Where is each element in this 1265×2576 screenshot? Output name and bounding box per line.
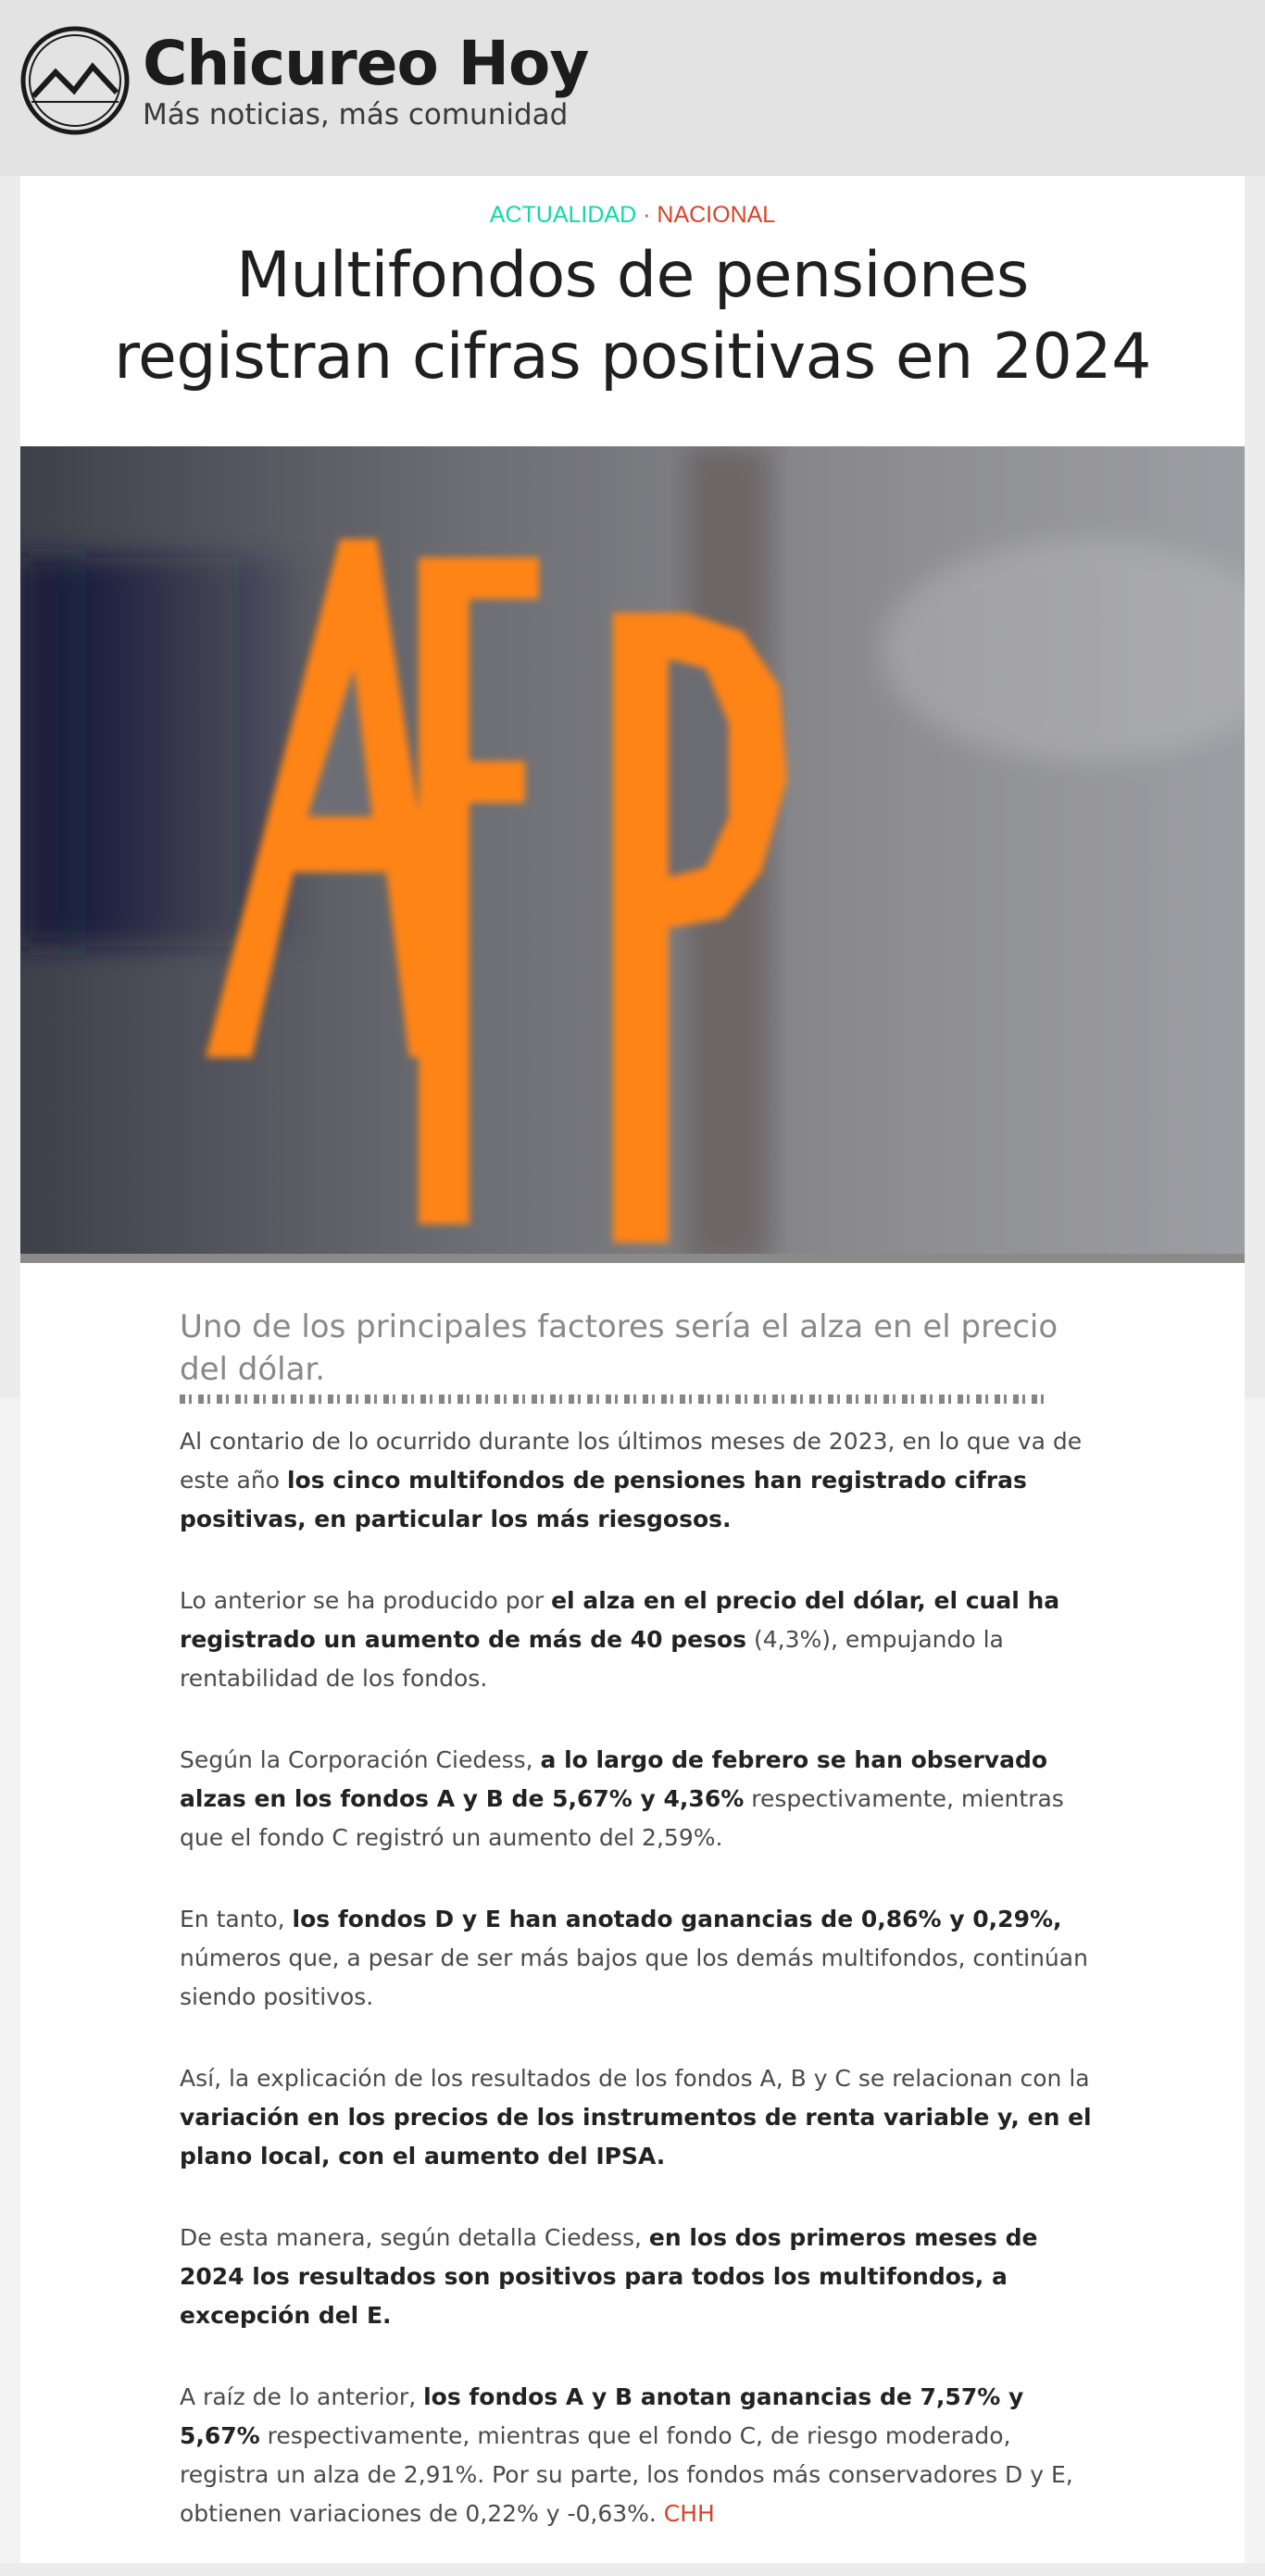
paragraph-text: (4,3%), empujando la rentabilidad de los fondos. [180,1626,1004,1692]
paragraph-text: Al contario de lo ocurrido durante los últimos meses de 2023, en lo que va de este año [180,1428,1083,1494]
page-gutter-left [0,1398,20,2563]
paragraph-text: De esta manera, según detalla Ciedess, [180,2224,649,2251]
article-paragraph [180,2219,1096,2335]
paragraph-text: Así, la explicación de los resultados de los fondos A, B y C se relacionan con la [180,2065,1090,2092]
paragraph-bold-text: los cinco multifondos de pensiones han registrado cifras positivas, en particular los más riesgosos. [180,1467,1027,1532]
summary-artifact-line [180,1394,1050,1404]
paragraph-text: respectivamente, mientras que el fondo C registró un aumento del 2,59%. [180,1785,1064,1851]
article-title: Multifondos de pensiones registran cifras positivas en 2024 [114,239,1151,394]
site-title: Chicureo Hoy [143,28,589,99]
article-paragraph [180,1422,1096,1539]
paragraph-text: En tanto, [180,1906,293,1932]
paragraph-bold-text: el alza en el precio del dólar, el cual ha registrado un aumento de más de 40 pesos [180,1587,1060,1653]
article-signature-link[interactable]: CHH [663,2500,715,2527]
paragraph-bold-text: a lo largo de febrero se han observado alzas en los fondos A y B de 5,67% y 4,36% [180,1746,1048,1812]
hero-image [20,446,1245,1263]
article-paragraph [180,2059,1096,2176]
paragraph-text: Según la Corporación Ciedess, [180,1746,541,1773]
category-separator: · [643,202,651,228]
article-summary: Uno de los principales factores sería el alza en el precio del dólar. [180,1308,1058,1388]
paragraph-text: Lo anterior se ha producido por [180,1587,552,1614]
paragraph-text: números que, a pesar de ser más bajos que los demás multifondos, continúan siendo positivos. [180,1945,1088,2010]
mountain-circle-icon [19,24,132,137]
paragraph-bold-text: los fondos A y B anotan ganancias de 7,57% y 5,67% [180,2383,1024,2449]
article-paragraph [180,1741,1096,1857]
article-paragraph [180,1582,1096,1698]
paragraph-text: A raíz de lo anterior, [180,2383,424,2410]
site-logo-link[interactable] [19,24,588,137]
article-body [180,1422,1096,2576]
paragraph-bold-text: los fondos D y E han anotado ganancias de 0,86% y 0,29%, [292,1906,1062,1932]
paragraph-bold-text: variación en los precios de los instrumentos de renta variable y, en el plano local, con el aumento del IPSA. [180,2104,1092,2170]
article-paragraph [180,1900,1096,2017]
article-categories [20,200,1245,230]
paragraph-text: respectivamente, mientras que el fondo C, de riesgo moderado, registra un alza de 2,91%. Por su parte, los fondos más conservadores D y E, obtienen variaciones de 0,22% y -0,63%. [180,2422,1073,2527]
article-paragraph [180,2378,1096,2533]
site-header [0,0,1265,176]
site-tagline: Más noticias, más comunidad [143,98,569,131]
category-link-actualidad[interactable]: ACTUALIDAD [489,202,637,228]
hero-image-caption-bar [20,1254,1245,1263]
paragraph-bold-text: en los dos primeros meses de 2024 los resultados son positivos para todos los multifondos, a excepción del E. [180,2224,1038,2329]
category-link-nacional[interactable]: NACIONAL [657,202,776,228]
page-gutter-right [1245,1398,1265,2563]
article-card [20,176,1245,2563]
